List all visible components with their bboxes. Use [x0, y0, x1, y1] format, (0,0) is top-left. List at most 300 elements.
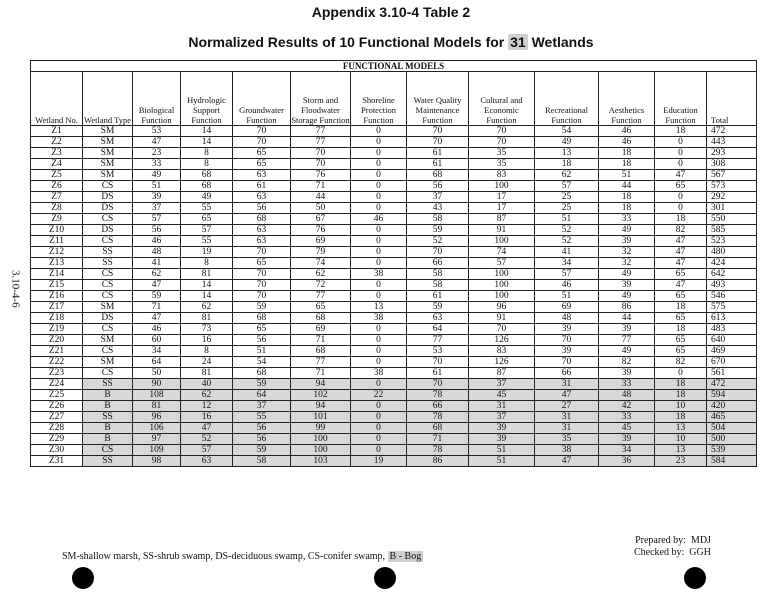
table-cell: 52: [535, 225, 599, 236]
table-cell: 58: [407, 280, 469, 291]
page-number-text: 3.10-4-6: [9, 270, 22, 308]
table-cell: 109: [133, 445, 181, 456]
table-cell: 70: [233, 137, 291, 148]
table-cell: 81: [181, 269, 233, 280]
table-cell: 70: [291, 148, 351, 159]
table-row: [31, 335, 757, 346]
table-row: [31, 456, 757, 467]
table-cell: 48: [133, 247, 181, 258]
table-cell: 38: [351, 368, 407, 379]
table-cell: 68: [233, 368, 291, 379]
table-cell: 81: [181, 313, 233, 324]
table-cell: 65: [181, 214, 233, 225]
wetland-type-cell: SS: [83, 379, 133, 390]
table-cell: 51: [535, 214, 599, 225]
table-cell: 49: [599, 291, 655, 302]
table-cell: 0: [351, 203, 407, 214]
table-cell: 293: [707, 148, 757, 159]
table-cell: 585: [707, 225, 757, 236]
table-cell: 47: [655, 170, 707, 181]
table-cell: 0: [351, 181, 407, 192]
table-cell: 63: [407, 313, 469, 324]
wetland-number-cell: Z10: [31, 225, 83, 236]
table-cell: 0: [351, 357, 407, 368]
table-cell: 57: [535, 181, 599, 192]
table-row: [31, 148, 757, 159]
binder-hole-middle: [374, 567, 396, 589]
table-cell: 39: [133, 192, 181, 203]
table-cell: 16: [181, 335, 233, 346]
table-row: [31, 357, 757, 368]
table-cell: 13: [655, 445, 707, 456]
column-header: Biological Function: [133, 72, 181, 126]
table-cell: 18: [655, 302, 707, 313]
wetland-type-cell: B: [83, 423, 133, 434]
table-cell: 31: [535, 412, 599, 423]
table-cell: 61: [407, 159, 469, 170]
table-cell: 65: [655, 313, 707, 324]
wetland-number-cell: Z5: [31, 170, 83, 181]
table-cell: 126: [469, 357, 535, 368]
table-cell: 13: [535, 148, 599, 159]
table-row: [31, 214, 757, 225]
table-row: [31, 390, 757, 401]
table-cell: 97: [133, 434, 181, 445]
table-cell: 50: [291, 203, 351, 214]
table-cell: 100: [291, 445, 351, 456]
table-cell: 37: [469, 412, 535, 423]
table-cell: 47: [655, 247, 707, 258]
table-cell: 49: [133, 170, 181, 181]
table-cell: 0: [351, 148, 407, 159]
table-row: [31, 236, 757, 247]
table-cell: 70: [535, 357, 599, 368]
table-cell: 101: [291, 412, 351, 423]
table-cell: 70: [407, 126, 469, 137]
table-cell: 18: [599, 192, 655, 203]
table-cell: 0: [351, 423, 407, 434]
table-cell: 16: [181, 412, 233, 423]
wetland-number-cell: Z23: [31, 368, 83, 379]
wetland-number-cell: Z12: [31, 247, 83, 258]
table-cell: 46: [535, 280, 599, 291]
table-cell: 45: [469, 390, 535, 401]
table-cell: 0: [351, 170, 407, 181]
table-cell: 82: [599, 357, 655, 368]
table-cell: 106: [133, 423, 181, 434]
wetland-number-cell: Z15: [31, 280, 83, 291]
table-cell: 49: [599, 269, 655, 280]
table-cell: 34: [535, 258, 599, 269]
table-cell: 44: [291, 192, 351, 203]
table-cell: 103: [291, 456, 351, 467]
wetland-type-cell: SS: [83, 456, 133, 467]
table-cell: 12: [181, 401, 233, 412]
table-cell: 63: [233, 192, 291, 203]
table-cell: 59: [233, 379, 291, 390]
table-cell: 51: [233, 346, 291, 357]
table-cell: 71: [407, 434, 469, 445]
table-cell: 77: [291, 137, 351, 148]
column-header: Recreational Function: [535, 72, 599, 126]
table-cell: 56: [233, 203, 291, 214]
wetland-type-cell: SS: [83, 247, 133, 258]
table-row: [31, 445, 757, 456]
table-cell: 69: [291, 324, 351, 335]
table-cell: 70: [407, 137, 469, 148]
table-cell: 37: [133, 203, 181, 214]
table-cell: 53: [133, 126, 181, 137]
table-cell: 68: [233, 313, 291, 324]
table-cell: 82: [655, 225, 707, 236]
table-cell: 100: [469, 269, 535, 280]
table-cell: 76: [291, 170, 351, 181]
table-cell: 19: [351, 456, 407, 467]
column-header: Water Quality Maintenance Function: [407, 72, 469, 126]
table-cell: 69: [535, 302, 599, 313]
table-cell: 14: [181, 137, 233, 148]
table-cell: 22: [351, 390, 407, 401]
table-cell: 43: [407, 203, 469, 214]
wetland-type-cell: CS: [83, 368, 133, 379]
table-cell: 91: [469, 313, 535, 324]
wetland-type-cell: DS: [83, 225, 133, 236]
table-cell: 34: [599, 445, 655, 456]
wetland-type-cell: SM: [83, 137, 133, 148]
wetland-type-cell: SS: [83, 258, 133, 269]
wetland-type-cell: CS: [83, 214, 133, 225]
table-cell: 35: [469, 148, 535, 159]
table-cell: 66: [407, 401, 469, 412]
wetland-number-cell: Z19: [31, 324, 83, 335]
table-cell: 25: [535, 203, 599, 214]
table-cell: 39: [599, 280, 655, 291]
wetland-type-cell: SM: [83, 357, 133, 368]
table-cell: 100: [469, 181, 535, 192]
table-cell: 56: [233, 335, 291, 346]
table-cell: 49: [181, 192, 233, 203]
table-cell: 0: [351, 401, 407, 412]
table-cell: 63: [233, 170, 291, 181]
table-cell: 66: [535, 368, 599, 379]
table-cell: 472: [707, 379, 757, 390]
table-cell: 70: [291, 159, 351, 170]
table-cell: 39: [535, 346, 599, 357]
table-row: [31, 434, 757, 445]
table-row: [31, 181, 757, 192]
table-row: [31, 258, 757, 269]
table-cell: 33: [599, 379, 655, 390]
binder-hole-left: [72, 567, 94, 589]
table-cell: 670: [707, 357, 757, 368]
table-cell: 94: [291, 379, 351, 390]
table-cell: 81: [181, 368, 233, 379]
table-cell: 32: [599, 247, 655, 258]
table-cell: 68: [407, 423, 469, 434]
table-cell: 0: [351, 280, 407, 291]
wetland-type-cell: CS: [83, 445, 133, 456]
table-cell: 0: [655, 137, 707, 148]
table-cell: 14: [181, 291, 233, 302]
table-cell: 50: [133, 368, 181, 379]
table-cell: 78: [407, 445, 469, 456]
table-cell: 0: [655, 203, 707, 214]
table-cell: 59: [407, 302, 469, 313]
table-cell: 35: [535, 434, 599, 445]
table-cell: 70: [469, 126, 535, 137]
table-cell: 32: [599, 258, 655, 269]
table-row: [31, 269, 757, 280]
table-cell: 17: [469, 192, 535, 203]
table-cell: 420: [707, 401, 757, 412]
table-cell: 594: [707, 390, 757, 401]
table-cell: 71: [291, 181, 351, 192]
table-cell: 59: [133, 291, 181, 302]
table-cell: 47: [655, 258, 707, 269]
table-cell: 51: [469, 445, 535, 456]
table-cell: 126: [469, 335, 535, 346]
table-cell: 46: [599, 126, 655, 137]
column-header: Education Function: [655, 72, 707, 126]
table-cell: 18: [655, 412, 707, 423]
table-cell: 46: [133, 324, 181, 335]
table-cell: 68: [291, 313, 351, 324]
column-header: Groundwater Function: [233, 72, 291, 126]
table-cell: 0: [351, 192, 407, 203]
table-cell: 68: [407, 170, 469, 181]
wetland-type-cell: B: [83, 401, 133, 412]
wetland-number-cell: Z18: [31, 313, 83, 324]
prepared-label: Prepared by:: [635, 535, 686, 546]
table-cell: 0: [351, 412, 407, 423]
table-cell: 71: [291, 368, 351, 379]
table-row: [31, 423, 757, 434]
table-row: [31, 412, 757, 423]
table-cell: 100: [469, 236, 535, 247]
wetland-type-cell: CS: [83, 324, 133, 335]
table-cell: 68: [291, 346, 351, 357]
table-row: [31, 379, 757, 390]
table-cell: 57: [469, 258, 535, 269]
table-cell: 18: [655, 379, 707, 390]
table-cell: 90: [133, 379, 181, 390]
table-cell: 108: [133, 390, 181, 401]
wetland-type-cell: CS: [83, 291, 133, 302]
table-cell: 83: [469, 346, 535, 357]
table-cell: 47: [181, 423, 233, 434]
wetland-type-cell: CS: [83, 346, 133, 357]
table-cell: 51: [133, 181, 181, 192]
table-cell: 47: [535, 456, 599, 467]
table-cell: 47: [655, 236, 707, 247]
table-cell: 41: [133, 258, 181, 269]
table-cell: 0: [351, 324, 407, 335]
table-cell: 99: [291, 423, 351, 434]
wetland-type-cell: CS: [83, 236, 133, 247]
table-cell: 550: [707, 214, 757, 225]
table-cell: 100: [469, 280, 535, 291]
table-cell: 31: [469, 401, 535, 412]
table-cell: 56: [233, 423, 291, 434]
table-cell: 14: [181, 126, 233, 137]
table-cell: 61: [407, 368, 469, 379]
table-cell: 71: [133, 302, 181, 313]
table-cell: 0: [351, 291, 407, 302]
binder-hole-right: [684, 567, 706, 589]
table-row: [31, 137, 757, 148]
table-cell: 70: [407, 379, 469, 390]
table-cell: 465: [707, 412, 757, 423]
table-cell: 47: [133, 313, 181, 324]
page-number: [8, 270, 22, 311]
column-header: Aesthetics Function: [599, 72, 655, 126]
wetland-type-cell: CS: [83, 181, 133, 192]
wetland-number-cell: Z6: [31, 181, 83, 192]
table-cell: 47: [133, 280, 181, 291]
table-cell: 45: [599, 423, 655, 434]
table-cell: 37: [469, 379, 535, 390]
wetland-number-cell: Z3: [31, 148, 83, 159]
table-cell: 13: [655, 423, 707, 434]
table-cell: 39: [599, 434, 655, 445]
table-row: [31, 225, 757, 236]
table-cell: 65: [655, 181, 707, 192]
table-cell: 39: [535, 324, 599, 335]
table-cell: 14: [181, 280, 233, 291]
table-row: [31, 324, 757, 335]
table-cell: 523: [707, 236, 757, 247]
table-cell: 77: [599, 335, 655, 346]
table-cell: 13: [351, 302, 407, 313]
table-cell: 546: [707, 291, 757, 302]
table-cell: 31: [535, 423, 599, 434]
table-row: [31, 302, 757, 313]
table-cell: 57: [181, 225, 233, 236]
table-cell: 74: [291, 258, 351, 269]
table-cell: 38: [351, 313, 407, 324]
table-cell: 102: [291, 390, 351, 401]
table-cell: 292: [707, 192, 757, 203]
table-cell: 0: [655, 159, 707, 170]
wetland-number-cell: Z9: [31, 214, 83, 225]
table-cell: 0: [351, 258, 407, 269]
table-cell: 59: [233, 445, 291, 456]
title-prefix: Normalized Results of 10 Functional Models for: [188, 34, 505, 50]
column-header: Wetland Type: [83, 72, 133, 126]
table-cell: 98: [133, 456, 181, 467]
table-cell: 70: [233, 269, 291, 280]
table-cell: 500: [707, 434, 757, 445]
table-cell: 53: [407, 346, 469, 357]
column-header-row: [31, 72, 757, 126]
table-row: [31, 346, 757, 357]
wetland-number-cell: Z28: [31, 423, 83, 434]
table-cell: 62: [535, 170, 599, 181]
table-cell: 61: [233, 181, 291, 192]
wetland-type-cell: SM: [83, 159, 133, 170]
table-cell: 70: [233, 126, 291, 137]
wetland-number-cell: Z11: [31, 236, 83, 247]
wetland-number-cell: Z30: [31, 445, 83, 456]
wetland-type-cell: DS: [83, 313, 133, 324]
table-cell: 48: [535, 313, 599, 324]
table-cell: 27: [535, 401, 599, 412]
table-cell: 642: [707, 269, 757, 280]
checked-value: GGH: [689, 547, 711, 558]
table-cell: 0: [351, 159, 407, 170]
wetland-type-cell: DS: [83, 192, 133, 203]
table-cell: 65: [233, 258, 291, 269]
wetland-type-cell: SM: [83, 170, 133, 181]
table-cell: 584: [707, 456, 757, 467]
table-row: [31, 291, 757, 302]
table-cell: 52: [535, 236, 599, 247]
table-row: [31, 170, 757, 181]
table-cell: 62: [181, 390, 233, 401]
table-cell: 56: [133, 225, 181, 236]
table-cell: 539: [707, 445, 757, 456]
wetland-number-cell: Z26: [31, 401, 83, 412]
table-cell: 472: [707, 126, 757, 137]
appendix-title: Appendix 3.10-4 Table 2: [311, 4, 471, 20]
table-cell: 39: [599, 324, 655, 335]
table-cell: 37: [233, 401, 291, 412]
table-cell: 54: [233, 357, 291, 368]
table-cell: 86: [599, 302, 655, 313]
legend-text: SM-shallow marsh, SS-shrub swamp, DS-deciduous swamp, CS-conifer swamp,: [62, 551, 386, 562]
checked-label: Checked by:: [634, 547, 685, 558]
table-cell: 18: [655, 324, 707, 335]
table-cell: 70: [407, 357, 469, 368]
table-cell: 49: [599, 346, 655, 357]
table-row: [31, 280, 757, 291]
table-cell: 39: [599, 368, 655, 379]
wetland-type-cell: B: [83, 434, 133, 445]
table-cell: 301: [707, 203, 757, 214]
table-cell: 70: [233, 280, 291, 291]
table-cell: 87: [469, 368, 535, 379]
table-cell: 65: [655, 346, 707, 357]
wetland-number-cell: Z16: [31, 291, 83, 302]
table-cell: 23: [133, 148, 181, 159]
table-cell: 71: [291, 335, 351, 346]
table-cell: 8: [181, 148, 233, 159]
table-cell: 65: [233, 324, 291, 335]
table-cell: 58: [233, 456, 291, 467]
table-cell: 17: [469, 203, 535, 214]
table-cell: 96: [133, 412, 181, 423]
table-cell: 18: [599, 148, 655, 159]
table-cell: 33: [599, 412, 655, 423]
table-cell: 79: [291, 247, 351, 258]
column-header: Hydrologic Support Function: [181, 72, 233, 126]
table-cell: 68: [181, 181, 233, 192]
table-cell: 64: [407, 324, 469, 335]
table-cell: 78: [407, 412, 469, 423]
column-header: Storm and Floodwater Storage Function: [291, 72, 351, 126]
wetland-type-cell: SM: [83, 148, 133, 159]
table-cell: 77: [291, 291, 351, 302]
table-cell: 0: [351, 126, 407, 137]
table-row: [31, 313, 757, 324]
table-cell: 77: [291, 357, 351, 368]
wetland-type-cell: SM: [83, 335, 133, 346]
table-cell: 33: [599, 214, 655, 225]
column-header: Cultural and Economic Function: [469, 72, 535, 126]
table-cell: 469: [707, 346, 757, 357]
table-cell: 96: [469, 302, 535, 313]
table-cell: 0: [351, 236, 407, 247]
